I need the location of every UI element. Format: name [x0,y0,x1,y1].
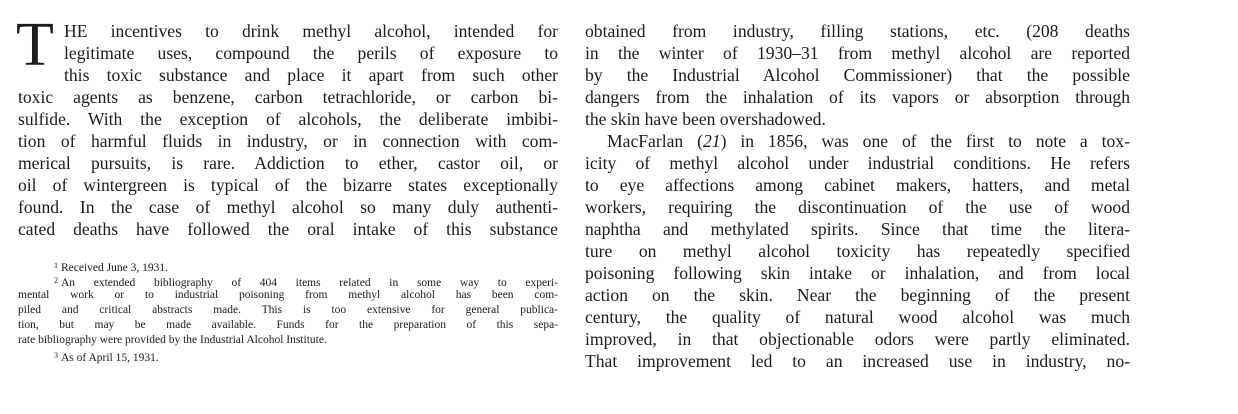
footnote-line: rate bibliography were provided by the Industrial Alcohol Institute. [18,334,327,346]
text-line: HE incentives to drink methyl alcohol, intended for [64,21,558,41]
text-line: by the Industrial Alcohol Commissioner) that the possible [585,65,1130,85]
text-line: poisoning following skin intake or inhalation, and from local [585,263,1130,283]
text-line: toxic agents as benzene, carbon tetrachloride, or carbon bi- [18,87,558,107]
text-line [585,130,1130,152]
footnote-text: Received June 3, 1931. [61,262,168,274]
footnote-1 [18,258,558,273]
footnote-text: An extended bibliography of 404 items related in some way to experi- [61,277,558,289]
footnote-mark: 3 [54,351,58,360]
left-column [16,11,558,240]
text-line: dangers from the inhalation of its vapors or absorption through [585,87,1130,107]
text-line: tion of harmful fluids in industry, or in connection with com- [18,131,558,151]
text-line: sulfide. With the exception of alcohols, the deliberate imbibi- [18,109,558,129]
text-line: ture on methyl alcohol toxicity has repeatedly specified [585,241,1130,261]
text-line: the skin have been overshadowed. [585,109,826,129]
paragraph-continuation [585,20,1130,130]
footnotes [18,258,558,363]
right-column [585,20,1130,372]
paragraph-macfarlan [585,130,1130,372]
text-run: MacFarlan ( [607,131,703,151]
footnote-3 [18,348,558,363]
text-line: icity of methyl alcohol under industrial conditions. He refers [585,153,1130,173]
text-line: to eye affections among cabinet makers, hatters, and metal [585,175,1130,195]
footnote-text: As of April 15, 1931. [61,352,159,364]
text-line: found. In the case of methyl alcohol so many duly authenti- [18,197,558,217]
footnote-line: tion, but may be made available. Funds for the preparation of this sepa- [18,319,558,331]
text-line: That improvement led to an increased use in industry, no- [585,351,1130,371]
footnote-line: piled and critical abstracts made. This is too extensive for general publica- [18,304,558,316]
text-line: in the winter of 1930–31 from methyl alcohol are reported [585,43,1130,63]
footnote-line: mental work or to industrial poisoning from methyl alcohol has been com- [18,289,558,301]
text-run: ) in 1856, was one of the first to note a tox- [720,131,1130,151]
footnote-mark: 1 [54,261,58,270]
text-line: action on the skin. Near the beginning of the present [585,285,1130,305]
text-line: merical pursuits, is rare. Addiction to ether, castor oil, or [18,153,558,173]
opening-paragraph [16,11,558,240]
text-line: century, the quality of natural wood alcohol was much [585,307,1130,327]
text-line: obtained from industry, filling stations, etc. (208 deaths [585,21,1130,41]
text-line: workers, requiring the discontinuation of the use of wood [585,197,1130,217]
text-line: improved, in that objectionable odors were partly eliminated. [585,329,1130,349]
text-line: cated deaths have followed the oral intake of this substance [18,219,558,239]
text-line: oil of wintergreen is typical of the bizarre states exceptionally [18,175,558,195]
text-line: naphtha and methylated spirits. Since that time the litera- [585,219,1130,239]
citation-ref: 21 [702,131,721,151]
drop-cap: T [16,11,54,79]
text-line: legitimate uses, compound the perils of exposure to [64,43,558,63]
text-line: this toxic substance and place it apart from such other [64,65,558,85]
footnote-2 [18,273,558,288]
footnote-mark: 2 [54,276,58,285]
